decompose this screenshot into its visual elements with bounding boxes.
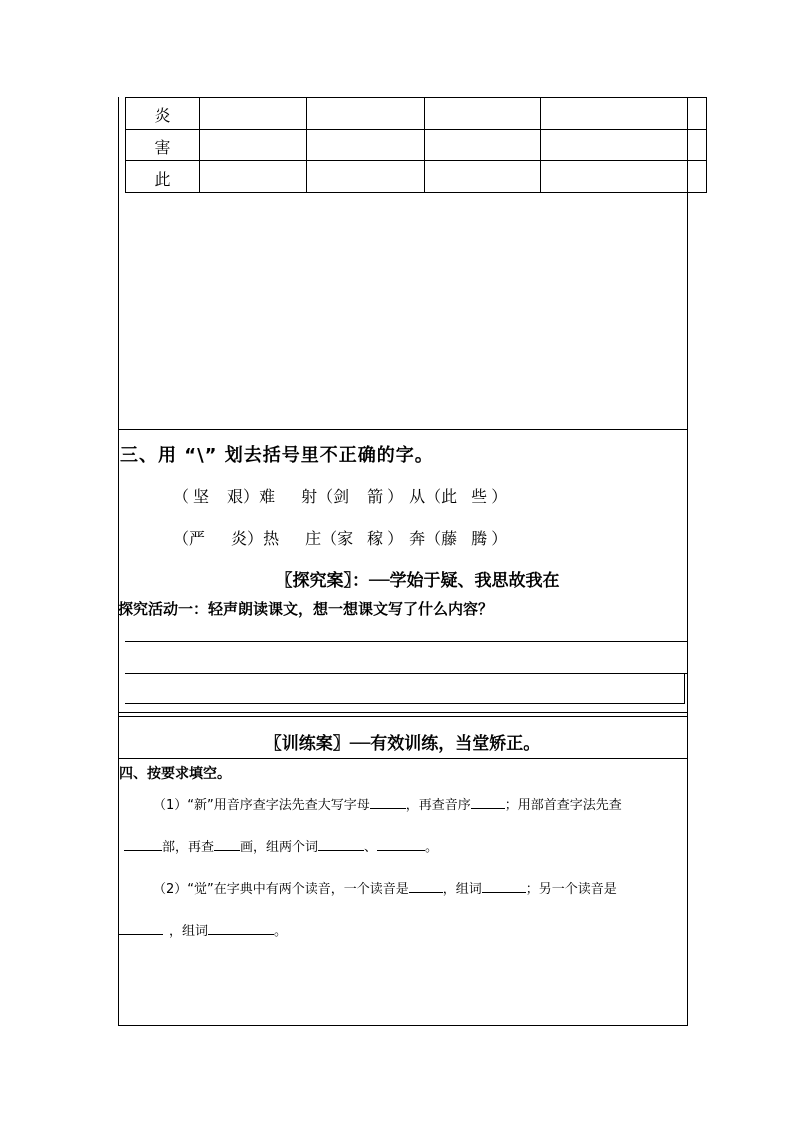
choice-char[interactable]: 艰 (227, 487, 244, 506)
question-text: ，组词 (169, 924, 209, 939)
choice-text: 难 (259, 487, 276, 506)
question-1-line-1 (153, 794, 622, 813)
choice-text: （ (173, 487, 190, 506)
choice-text: 热 (263, 529, 280, 548)
fill-blank[interactable] (124, 838, 162, 851)
question-1-line-2 (124, 836, 438, 855)
answer-line[interactable] (125, 673, 687, 674)
choice-line-1 (173, 484, 507, 507)
fill-blank[interactable] (208, 922, 274, 935)
question-text: 画，组两个词 (240, 840, 319, 855)
choice-text: ） (491, 487, 508, 506)
question-2-line-1 (153, 878, 617, 897)
table-line (125, 192, 707, 193)
table-line (706, 97, 707, 193)
frame-right-border (687, 97, 688, 1026)
question-text: ；用部首查字法先查 (504, 798, 622, 813)
section3-title: 三、用 “\” 划去括号里不正确的字。 (120, 445, 434, 466)
fill-blank[interactable] (471, 796, 505, 809)
choice-char[interactable]: 些 (471, 487, 488, 506)
fill-blank[interactable] (214, 838, 240, 851)
fill-blank[interactable] (119, 922, 163, 935)
choice-text: （ (173, 529, 190, 548)
choice-text: 射（ (301, 487, 334, 506)
question-2-line-2 (119, 920, 287, 939)
choice-char[interactable]: 此 (441, 487, 458, 506)
explore-activity-1: 探究活动一：轻声朗读课文，想一想课文写了什么内容？ (118, 600, 494, 618)
fill-blank[interactable] (482, 880, 526, 893)
choice-char[interactable]: 严 (189, 529, 206, 548)
part4-title: 四、按要求填空。 (119, 766, 231, 782)
choice-char[interactable]: 箭 (367, 487, 384, 506)
question-text: ；另一个读音是 (525, 882, 617, 897)
choice-text: ） (491, 529, 508, 548)
training-heading: 〖训练案〗──有效训练，当堂矫正。 (264, 734, 541, 754)
choice-text: ） (247, 529, 264, 548)
fill-blank[interactable] (318, 838, 364, 851)
choice-char[interactable]: 藤 (441, 529, 458, 548)
section-divider (118, 429, 688, 430)
choice-text: 庄（ (305, 529, 338, 548)
choice-text: ） (387, 487, 404, 506)
choice-char[interactable]: 稼 (367, 529, 384, 548)
frame-left-border (118, 97, 119, 1026)
table-line (125, 129, 707, 130)
question-text: 。 (425, 840, 439, 855)
table-char-cell: 炎 (154, 106, 171, 125)
question-text: 、 (364, 840, 378, 855)
table-line (199, 97, 200, 193)
choice-text: 从（ (409, 487, 442, 506)
fill-blank[interactable] (409, 880, 443, 893)
section-divider (118, 712, 688, 713)
table-line (125, 97, 707, 98)
choice-char[interactable]: 家 (337, 529, 354, 548)
question-text: ，组词 (442, 882, 482, 897)
table-line (540, 97, 541, 193)
choice-line-2 (173, 526, 507, 549)
answer-box-right (684, 673, 685, 704)
choice-char[interactable]: 坚 (193, 487, 210, 506)
choice-text: 奔（ (409, 529, 442, 548)
question-text: 。 (274, 924, 288, 939)
table-line (424, 97, 425, 193)
question-text: （2）“觉”在字典中有两个读音，一个读音是 (153, 882, 409, 897)
table-char-cell: 此 (154, 170, 171, 189)
question-text: 部，再查 (162, 840, 215, 855)
table-char-cell: 害 (154, 138, 171, 157)
answer-line[interactable] (125, 641, 687, 642)
answer-line[interactable] (125, 703, 685, 704)
choice-char[interactable]: 剑 (333, 487, 350, 506)
choice-text: ） (387, 529, 404, 548)
frame-bottom-border (118, 1025, 688, 1026)
question-text: （1）“新”用音序查字法先查大写字母 (153, 798, 370, 813)
fill-blank[interactable] (370, 796, 406, 809)
fill-blank[interactable] (377, 838, 425, 851)
section-divider (118, 758, 688, 759)
table-line (306, 97, 307, 193)
explore-heading: 〖探究案〗：──学始于疑、我思故我在 (275, 571, 560, 591)
table-line (125, 160, 707, 161)
section-divider (118, 716, 688, 717)
choice-char[interactable]: 腾 (471, 529, 488, 548)
question-text: ，再查音序 (405, 798, 471, 813)
choice-char[interactable]: 炎 (231, 529, 248, 548)
choice-text: ） (243, 487, 260, 506)
